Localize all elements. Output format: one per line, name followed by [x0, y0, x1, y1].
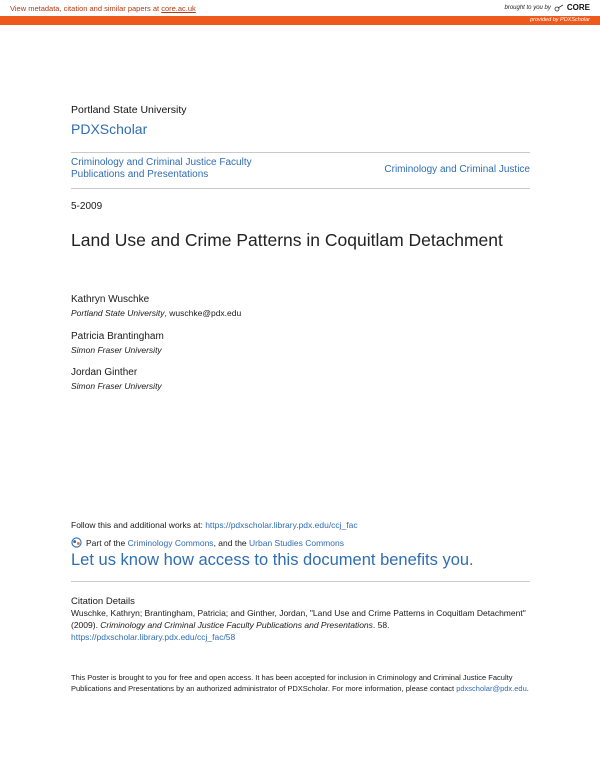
- access-notice: [71, 672, 533, 694]
- author-name: Kathryn Wuschke: [71, 294, 150, 305]
- core-label: CORE: [566, 3, 590, 12]
- provider-strip: [0, 16, 600, 25]
- divider: [71, 188, 530, 189]
- core-logo-icon: [554, 4, 564, 12]
- core-link[interactable]: core.ac.uk: [161, 4, 196, 13]
- author-email[interactable]: , wuschke@pdx.edu: [164, 308, 242, 318]
- brought-by-text: brought to you by: [504, 4, 551, 11]
- top-banner: [0, 0, 600, 16]
- document-title: Land Use and Crime Patterns in Coquitlam Detachment: [71, 230, 503, 250]
- author-affiliation: Simon Fraser University: [71, 345, 162, 355]
- notice-period: .: [526, 684, 529, 693]
- part-of-prefix: Part of the: [86, 537, 128, 548]
- author-name: Jordan Ginther: [71, 367, 138, 378]
- feedback-link[interactable]: Let us know how access to this document benefits you.: [71, 551, 474, 569]
- contact-email-link[interactable]: pdxscholar@pdx.edu: [456, 684, 527, 693]
- divider: [71, 152, 530, 153]
- metadata-prefix: View metadata, citation and similar papers at: [10, 4, 162, 13]
- author-affiliation: [71, 308, 241, 318]
- provided-by-text: provided by PDXScholar: [530, 17, 590, 23]
- part-of-line: [71, 537, 344, 548]
- citation-suffix: . 58.: [372, 620, 390, 630]
- metadata-text: [10, 4, 196, 13]
- affiliation-text: Portland State University: [71, 308, 165, 318]
- and-the-text: , and the: [213, 537, 250, 548]
- divider: [71, 581, 530, 582]
- university-name: Portland State University: [71, 104, 187, 116]
- citation-heading: Citation Details: [71, 596, 135, 607]
- department-link[interactable]: Criminology and Criminal Justice: [384, 164, 530, 175]
- notice-text: This Poster is brought to you for free and open access. It has been accepted for inclusion in Criminology and Criminal Justice Faculty Publications and Presentations by an authorized administrator of PDXScholar. For more information, please contact: [71, 673, 513, 693]
- publication-date: 5-2009: [71, 201, 103, 212]
- core-badge: [505, 3, 591, 12]
- follow-line: [71, 520, 358, 530]
- citation-body: [71, 607, 531, 643]
- citation-series: Criminology and Criminal Justice Faculty Publications and Presentations: [100, 620, 373, 630]
- criminology-commons-link[interactable]: Criminology Commons: [127, 537, 214, 548]
- follow-prefix: Follow this and additional works at:: [71, 520, 206, 530]
- urban-studies-commons-link[interactable]: Urban Studies Commons: [249, 537, 344, 548]
- citation-text: Wuschke, Kathryn; Brantingham, Patricia; and Ginther, Jordan, "Land Use and Crime Patterns in Coquitlam Detachment" (2009).: [71, 608, 526, 630]
- commons-network-icon: [71, 537, 82, 548]
- author-affiliation: Simon Fraser University: [71, 381, 162, 391]
- citation-url-link[interactable]: https://pdxscholar.library.pdx.edu/ccj_fac/58: [71, 632, 236, 642]
- follow-url-link[interactable]: https://pdxscholar.library.pdx.edu/ccj_fac: [205, 520, 358, 530]
- collection-link[interactable]: Criminology and Criminal Justice Faculty Publications and Presentations: [71, 157, 252, 180]
- author-name: Patricia Brantingham: [71, 331, 164, 342]
- repository-link[interactable]: PDXScholar: [71, 121, 148, 137]
